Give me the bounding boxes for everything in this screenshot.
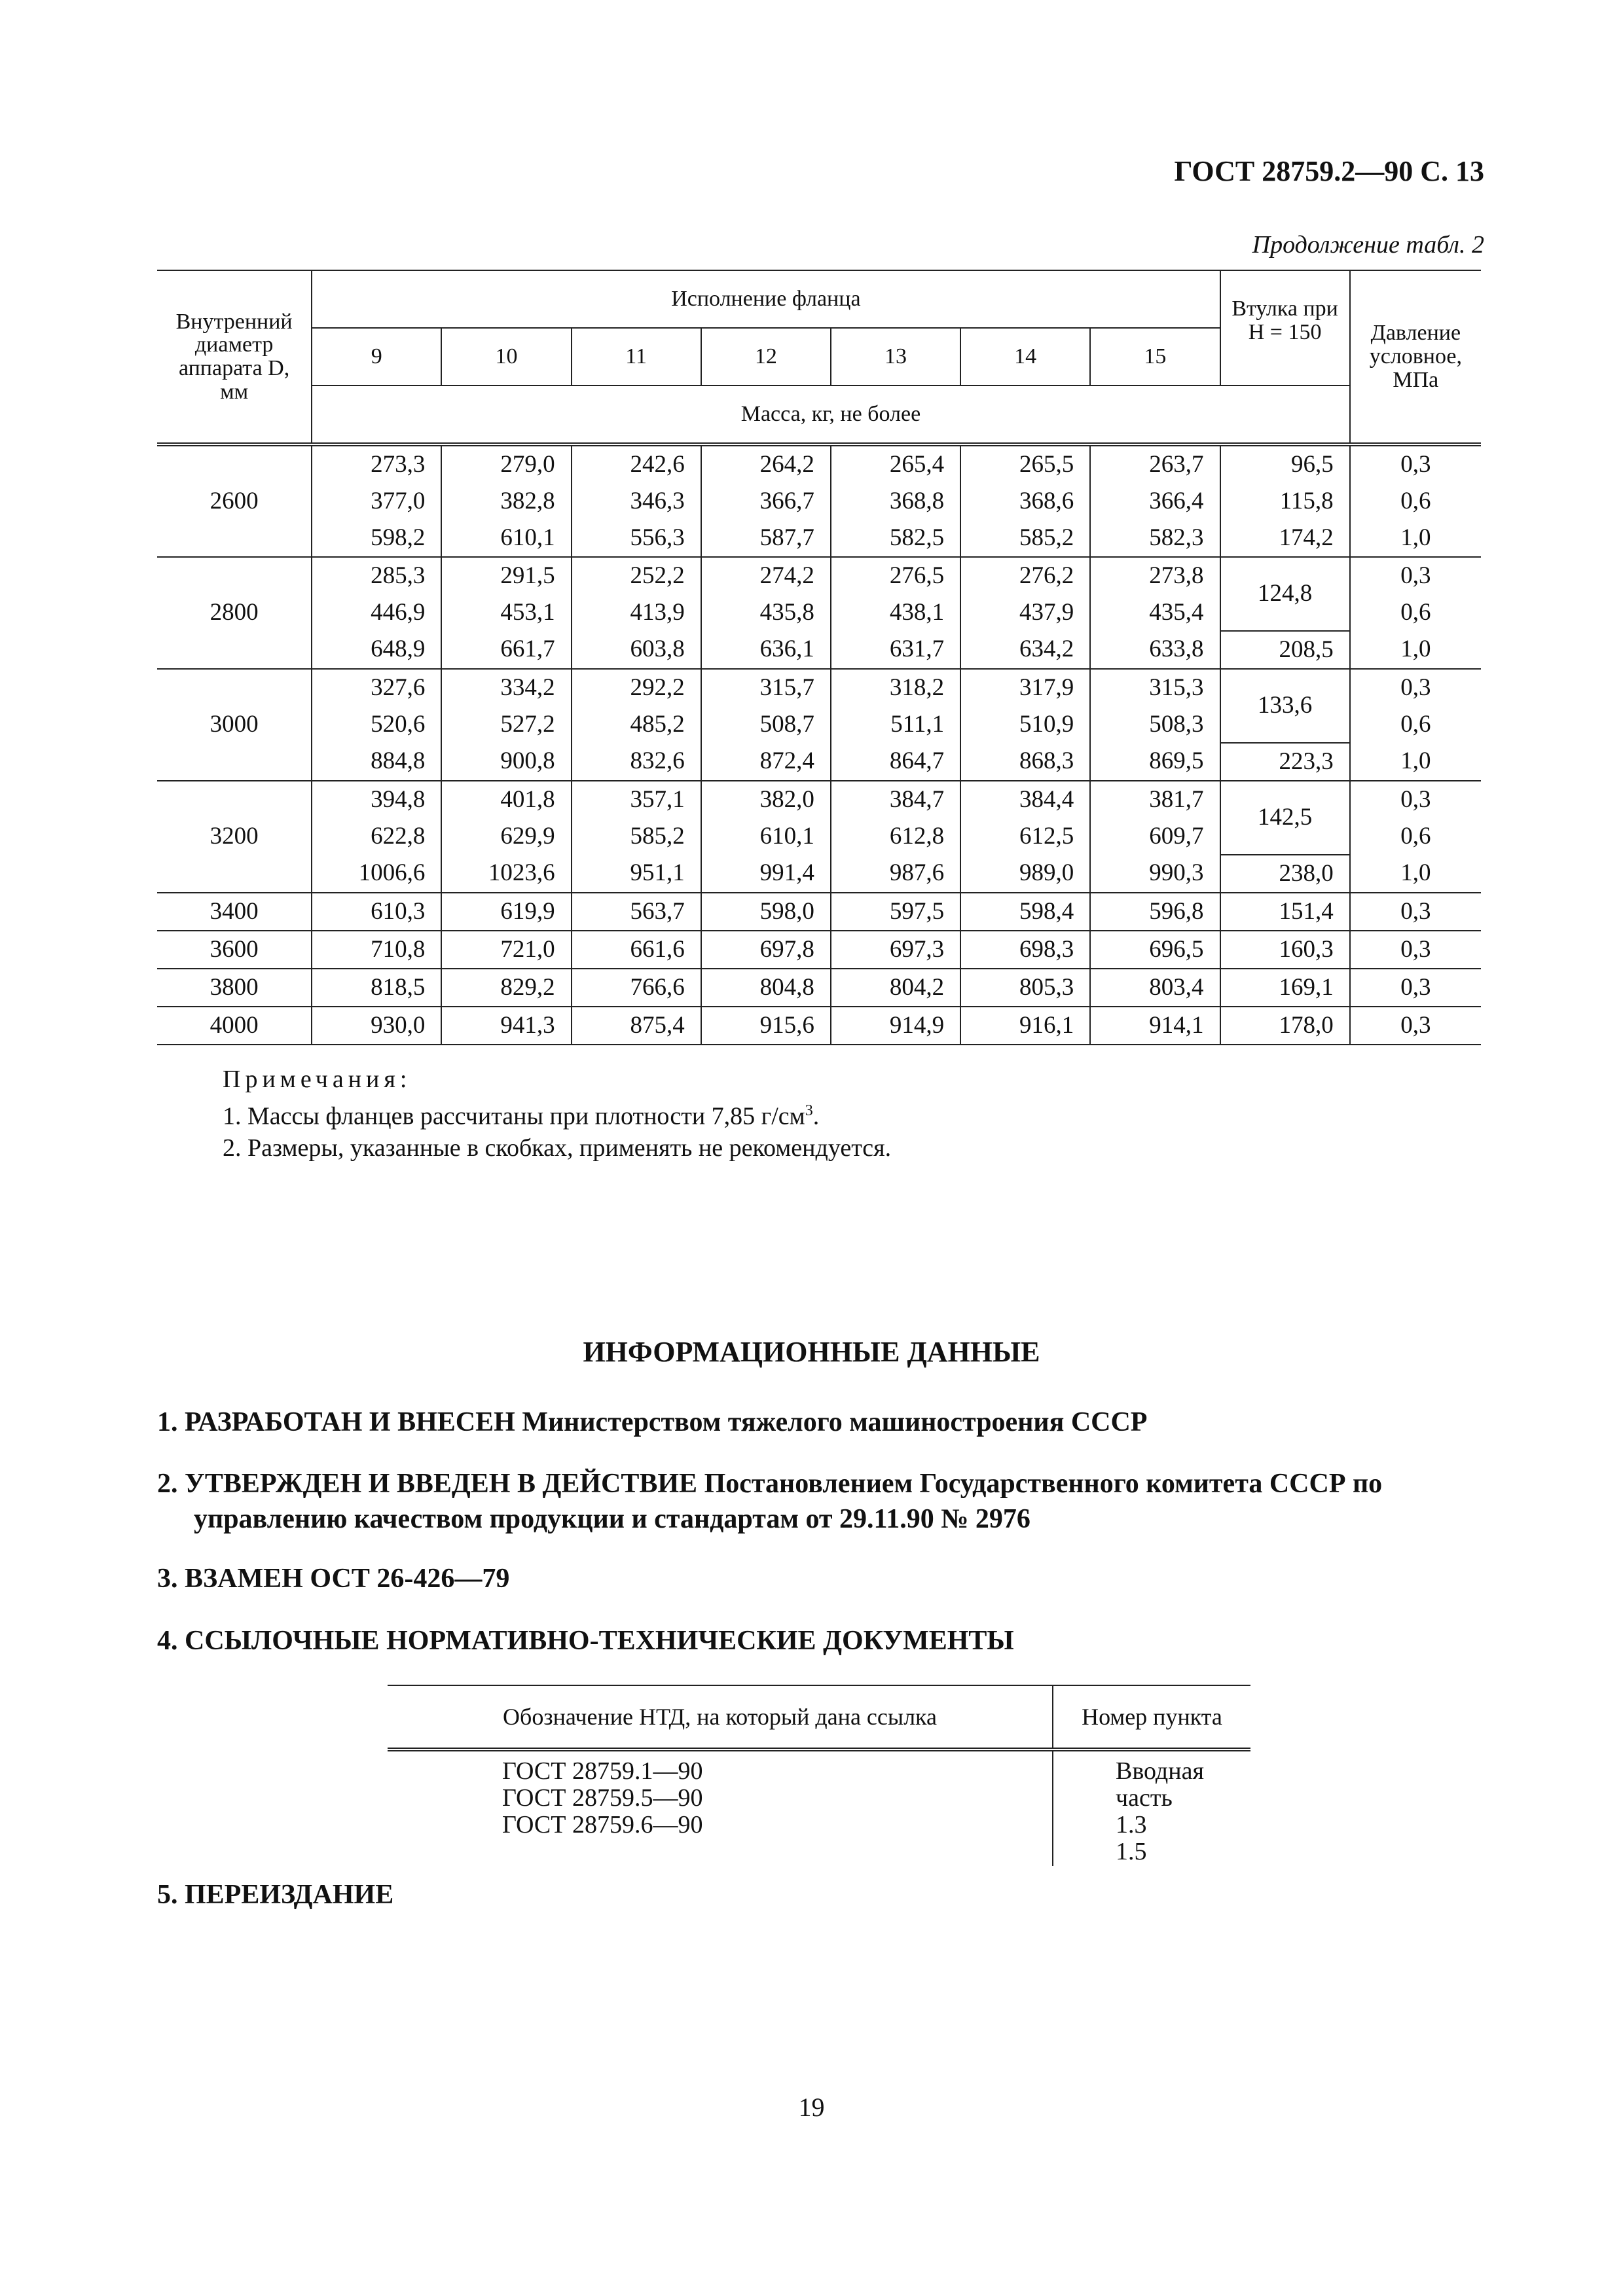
mass-cell: 610,3 <box>312 893 441 931</box>
table-row <box>157 444 1481 483</box>
mass-cell: 315,7 <box>701 669 831 706</box>
mass-cell: 900,8 <box>441 743 571 781</box>
note-item-1: 1. Массы фланцев рассчитаны при плотности 7,85 $г/см^3$. <box>223 1102 820 1130</box>
mass-cell: 520,6 <box>312 706 441 743</box>
mass-cell: 818,5 <box>312 969 441 1007</box>
mass-cell: 610,1 <box>701 818 831 855</box>
mass-cell: 587,7 <box>701 520 831 557</box>
pressure-cell: 0,3 <box>1350 557 1481 594</box>
table-row <box>157 631 1481 669</box>
sleeve-cell: 96,5 <box>1220 444 1350 483</box>
mass-cell: 382,8 <box>441 483 571 520</box>
mass-cell: 636,1 <box>701 631 831 669</box>
references-table <box>388 1685 1250 1866</box>
sleeve-cell: 178,0 <box>1220 1007 1350 1045</box>
mass-cell: 872,4 <box>701 743 831 781</box>
table-row <box>157 893 1481 931</box>
diameter-cell: 2600 <box>157 444 312 557</box>
mass-cell: 914,1 <box>1090 1007 1220 1045</box>
note-item-2: 2. Размеры, указанные в скобках, применять не рекомендуется. <box>223 1134 892 1162</box>
sleeve-cell: 208,5 <box>1220 631 1350 669</box>
mass-cell: 508,3 <box>1090 706 1220 743</box>
pressure-cell: 0,6 <box>1350 483 1481 520</box>
mass-cell: 346,3 <box>572 483 701 520</box>
table-row <box>157 669 1481 706</box>
mass-cell: 318,2 <box>831 669 960 706</box>
mass-cell: 511,1 <box>831 706 960 743</box>
sleeve-cell: 133,6 <box>1220 669 1350 743</box>
col-header-exec-15: 15 <box>1090 328 1220 386</box>
info-item-5: 5. ПЕРЕИЗДАНИЕ <box>157 1880 394 1910</box>
mass-cell: 633,8 <box>1090 631 1220 669</box>
table-row <box>157 557 1481 594</box>
mass-cell: 990,3 <box>1090 855 1220 893</box>
diameter-cell: 3800 <box>157 969 312 1007</box>
mass-cell: 596,8 <box>1090 893 1220 931</box>
mass-cell: 357,1 <box>572 781 701 818</box>
mass-cell: 263,7 <box>1090 444 1220 483</box>
mass-cell: 381,7 <box>1090 781 1220 818</box>
diameter-cell: 3000 <box>157 669 312 781</box>
mass-cell: 804,2 <box>831 969 960 1007</box>
sleeve-cell: 151,4 <box>1220 893 1350 931</box>
mass-cell: 951,1 <box>572 855 701 893</box>
mass-cell: 884,8 <box>312 743 441 781</box>
mass-cell: 619,9 <box>441 893 571 931</box>
mass-cell: 279,0 <box>441 444 571 483</box>
pressure-cell: 0,6 <box>1350 594 1481 631</box>
mass-cell: 598,0 <box>701 893 831 931</box>
mass-cell: 413,9 <box>572 594 701 631</box>
mass-cell: 864,7 <box>831 743 960 781</box>
mass-cell: 264,2 <box>701 444 831 483</box>
diameter-cell: 3400 <box>157 893 312 931</box>
mass-cell: 384,4 <box>960 781 1090 818</box>
diameter-cell: 3200 <box>157 781 312 893</box>
table-row <box>157 969 1481 1007</box>
info-item-4: 4. ССЫЛОЧНЫЕ НОРМАТИВНО-ТЕХНИЧЕСКИЕ ДОКУМЕНТЫ <box>157 1626 1014 1656</box>
mass-cell: 366,4 <box>1090 483 1220 520</box>
pressure-cell: 0,3 <box>1350 893 1481 931</box>
mass-cell: 265,5 <box>960 444 1090 483</box>
mass-cell: 585,2 <box>960 520 1090 557</box>
table-row <box>157 743 1481 781</box>
mass-cell: 582,3 <box>1090 520 1220 557</box>
mass-cell: 597,5 <box>831 893 960 931</box>
col-header-exec-13: 13 <box>831 328 960 386</box>
pressure-cell: 1,0 <box>1350 743 1481 781</box>
mass-cell: 435,4 <box>1090 594 1220 631</box>
mass-cell: 382,0 <box>701 781 831 818</box>
mass-cell: 868,3 <box>960 743 1090 781</box>
mass-cell: 585,2 <box>572 818 701 855</box>
mass-cell: 273,8 <box>1090 557 1220 594</box>
mass-cell: 631,7 <box>831 631 960 669</box>
mass-cell: 394,8 <box>312 781 441 818</box>
col-header-exec-11: 11 <box>572 328 701 386</box>
mass-cell: 875,4 <box>572 1007 701 1045</box>
mass-cell: 242,6 <box>572 444 701 483</box>
mass-cell: 274,2 <box>701 557 831 594</box>
sleeve-cell: 124,8 <box>1220 557 1350 631</box>
mass-cell: 648,9 <box>312 631 441 669</box>
pressure-cell: 0,3 <box>1350 969 1481 1007</box>
sleeve-cell: 223,3 <box>1220 743 1350 781</box>
pressure-cell: 0,6 <box>1350 706 1481 743</box>
mass-cell: 710,8 <box>312 931 441 969</box>
col-header-exec-14: 14 <box>960 328 1090 386</box>
mass-cell: 612,5 <box>960 818 1090 855</box>
mass-cell: 991,4 <box>701 855 831 893</box>
mass-cell: 276,2 <box>960 557 1090 594</box>
mass-cell: 916,1 <box>960 1007 1090 1045</box>
table-row <box>388 1749 1250 1866</box>
mass-cell: 252,2 <box>572 557 701 594</box>
sleeve-cell: 174,2 <box>1220 520 1350 557</box>
mass-cell: 327,6 <box>312 669 441 706</box>
diameter-cell: 2800 <box>157 557 312 669</box>
mass-cell: 603,8 <box>572 631 701 669</box>
mass-cell: 805,3 <box>960 969 1090 1007</box>
mass-cell: 1023,6 <box>441 855 571 893</box>
mass-cell: 914,9 <box>831 1007 960 1045</box>
mass-cell: 629,9 <box>441 818 571 855</box>
ref-doc: ГОСТ 28759.6—90 <box>502 1811 703 1839</box>
mass-cell: 291,5 <box>441 557 571 594</box>
refs-col-doc: Обозначение НТД, на который дана ссылка <box>388 1685 1053 1749</box>
mass-cell: 766,6 <box>572 969 701 1007</box>
col-header-exec-12: 12 <box>701 328 831 386</box>
mass-cell: 273,3 <box>312 444 441 483</box>
pressure-cell: 1,0 <box>1350 520 1481 557</box>
mass-cell: 661,7 <box>441 631 571 669</box>
info-item-3: 3. ВЗАМЕН ОСТ 26-426—79 <box>157 1564 510 1594</box>
sleeve-cell: 169,1 <box>1220 969 1350 1007</box>
mass-cell: 453,1 <box>441 594 571 631</box>
pressure-cell: 0,3 <box>1350 1007 1481 1045</box>
mass-cell: 661,6 <box>572 931 701 969</box>
mass-cell: 721,0 <box>441 931 571 969</box>
mass-cell: 930,0 <box>312 1007 441 1045</box>
mass-cell: 696,5 <box>1090 931 1220 969</box>
mass-cell: 366,7 <box>701 483 831 520</box>
mass-cell: 598,2 <box>312 520 441 557</box>
col-header-execution: Исполнение фланца <box>312 270 1220 328</box>
table-body <box>157 444 1481 1045</box>
table-row <box>157 520 1481 557</box>
col-header-pressure: Давление условное, МПа <box>1350 270 1481 444</box>
table-row <box>157 931 1481 969</box>
pressure-cell: 0,3 <box>1350 669 1481 706</box>
mass-cell: 437,9 <box>960 594 1090 631</box>
mass-cell: 622,8 <box>312 818 441 855</box>
pressure-cell: 1,0 <box>1350 855 1481 893</box>
pressure-cell: 0,3 <box>1350 444 1481 483</box>
mass-cell: 508,7 <box>701 706 831 743</box>
sleeve-cell: 238,0 <box>1220 855 1350 893</box>
mass-cell: 265,4 <box>831 444 960 483</box>
mass-cell: 317,9 <box>960 669 1090 706</box>
mass-cell: 697,3 <box>831 931 960 969</box>
mass-cell: 804,8 <box>701 969 831 1007</box>
info-item-1: 1. РАЗРАБОТАН И ВНЕСЕН Министерством тяжелого машиностроения СССР <box>157 1407 1148 1437</box>
mass-cell: 598,4 <box>960 893 1090 931</box>
mass-cell: 276,5 <box>831 557 960 594</box>
table-row <box>157 483 1481 520</box>
mass-cell: 697,8 <box>701 931 831 969</box>
mass-cell: 292,2 <box>572 669 701 706</box>
mass-cell: 869,5 <box>1090 743 1220 781</box>
col-header-sleeve: Втулка при H = 150 <box>1220 270 1350 386</box>
mass-cell: 803,4 <box>1090 969 1220 1007</box>
col-header-diameter: Внутренний диаметр аппарата D, мм <box>157 270 312 444</box>
notes <box>223 1064 891 1164</box>
mass-cell: 634,2 <box>960 631 1090 669</box>
ref-clause: Вводная часть <box>1116 1757 1204 1812</box>
mass-cell: 435,8 <box>701 594 831 631</box>
mass-cell: 582,5 <box>831 520 960 557</box>
sleeve-cell: 115,8 <box>1220 483 1350 520</box>
ref-clause: 1.3 <box>1116 1811 1147 1839</box>
mass-cell: 384,7 <box>831 781 960 818</box>
table-row <box>157 1007 1481 1045</box>
mass-cell: 368,6 <box>960 483 1090 520</box>
pressure-cell: 1,0 <box>1350 631 1481 669</box>
mass-cell: 368,8 <box>831 483 960 520</box>
mass-cell: 987,6 <box>831 855 960 893</box>
info-item-2: 2. УТВЕРЖДЕН И ВВЕДЕН В ДЕЙСТВИЕ Постановлением Государственного комитета СССР по управлению качеством продукции и стандартам от 29.11.90 № 2976 <box>157 1469 1383 1534</box>
mass-cell: 401,8 <box>441 781 571 818</box>
col-header-exec-10: 10 <box>441 328 571 386</box>
mass-cell: 285,3 <box>312 557 441 594</box>
flange-mass-table <box>157 270 1481 1045</box>
pressure-cell: 0,3 <box>1350 781 1481 818</box>
mass-cell: 610,1 <box>441 520 571 557</box>
mass-cell: 377,0 <box>312 483 441 520</box>
mass-cell: 915,6 <box>701 1007 831 1045</box>
col-header-mass: Масса, кг, не более <box>312 386 1349 444</box>
mass-cell: 315,3 <box>1090 669 1220 706</box>
col-header-exec-9: 9 <box>312 328 441 386</box>
mass-cell: 829,2 <box>441 969 571 1007</box>
mass-cell: 556,3 <box>572 520 701 557</box>
sleeve-cell: 142,5 <box>1220 781 1350 855</box>
mass-cell: 510,9 <box>960 706 1090 743</box>
mass-cell: 609,7 <box>1090 818 1220 855</box>
refs-col-clause: Номер пункта <box>1053 1685 1250 1749</box>
mass-cell: 989,0 <box>960 855 1090 893</box>
diameter-cell: 4000 <box>157 1007 312 1045</box>
notes-title: Примечания: <box>223 1066 412 1093</box>
ref-doc: ГОСТ 28759.1—90 <box>502 1757 703 1785</box>
ref-clause: 1.5 <box>1116 1838 1147 1865</box>
table-row <box>157 855 1481 893</box>
mass-cell: 612,8 <box>831 818 960 855</box>
pressure-cell: 0,6 <box>1350 818 1481 855</box>
mass-cell: 438,1 <box>831 594 960 631</box>
info-section-title: ИНФОРМАЦИОННЫЕ ДАННЫЕ <box>583 1336 1040 1368</box>
mass-cell: 1006,6 <box>312 855 441 893</box>
mass-cell: 527,2 <box>441 706 571 743</box>
ref-doc: ГОСТ 28759.5—90 <box>502 1784 703 1812</box>
sleeve-cell: 160,3 <box>1220 931 1350 969</box>
pressure-cell: 0,3 <box>1350 931 1481 969</box>
mass-cell: 485,2 <box>572 706 701 743</box>
diameter-cell: 3600 <box>157 931 312 969</box>
mass-cell: 334,2 <box>441 669 571 706</box>
mass-cell: 698,3 <box>960 931 1090 969</box>
page-header: ГОСТ 28759.2—90 С. 13 <box>1174 155 1484 187</box>
mass-cell: 563,7 <box>572 893 701 931</box>
page-number: 19 <box>798 2092 825 2122</box>
mass-cell: 832,6 <box>572 743 701 781</box>
table-row <box>157 781 1481 818</box>
mass-cell: 446,9 <box>312 594 441 631</box>
table-caption: Продолжение табл. 2 <box>1252 231 1484 259</box>
mass-cell: 941,3 <box>441 1007 571 1045</box>
